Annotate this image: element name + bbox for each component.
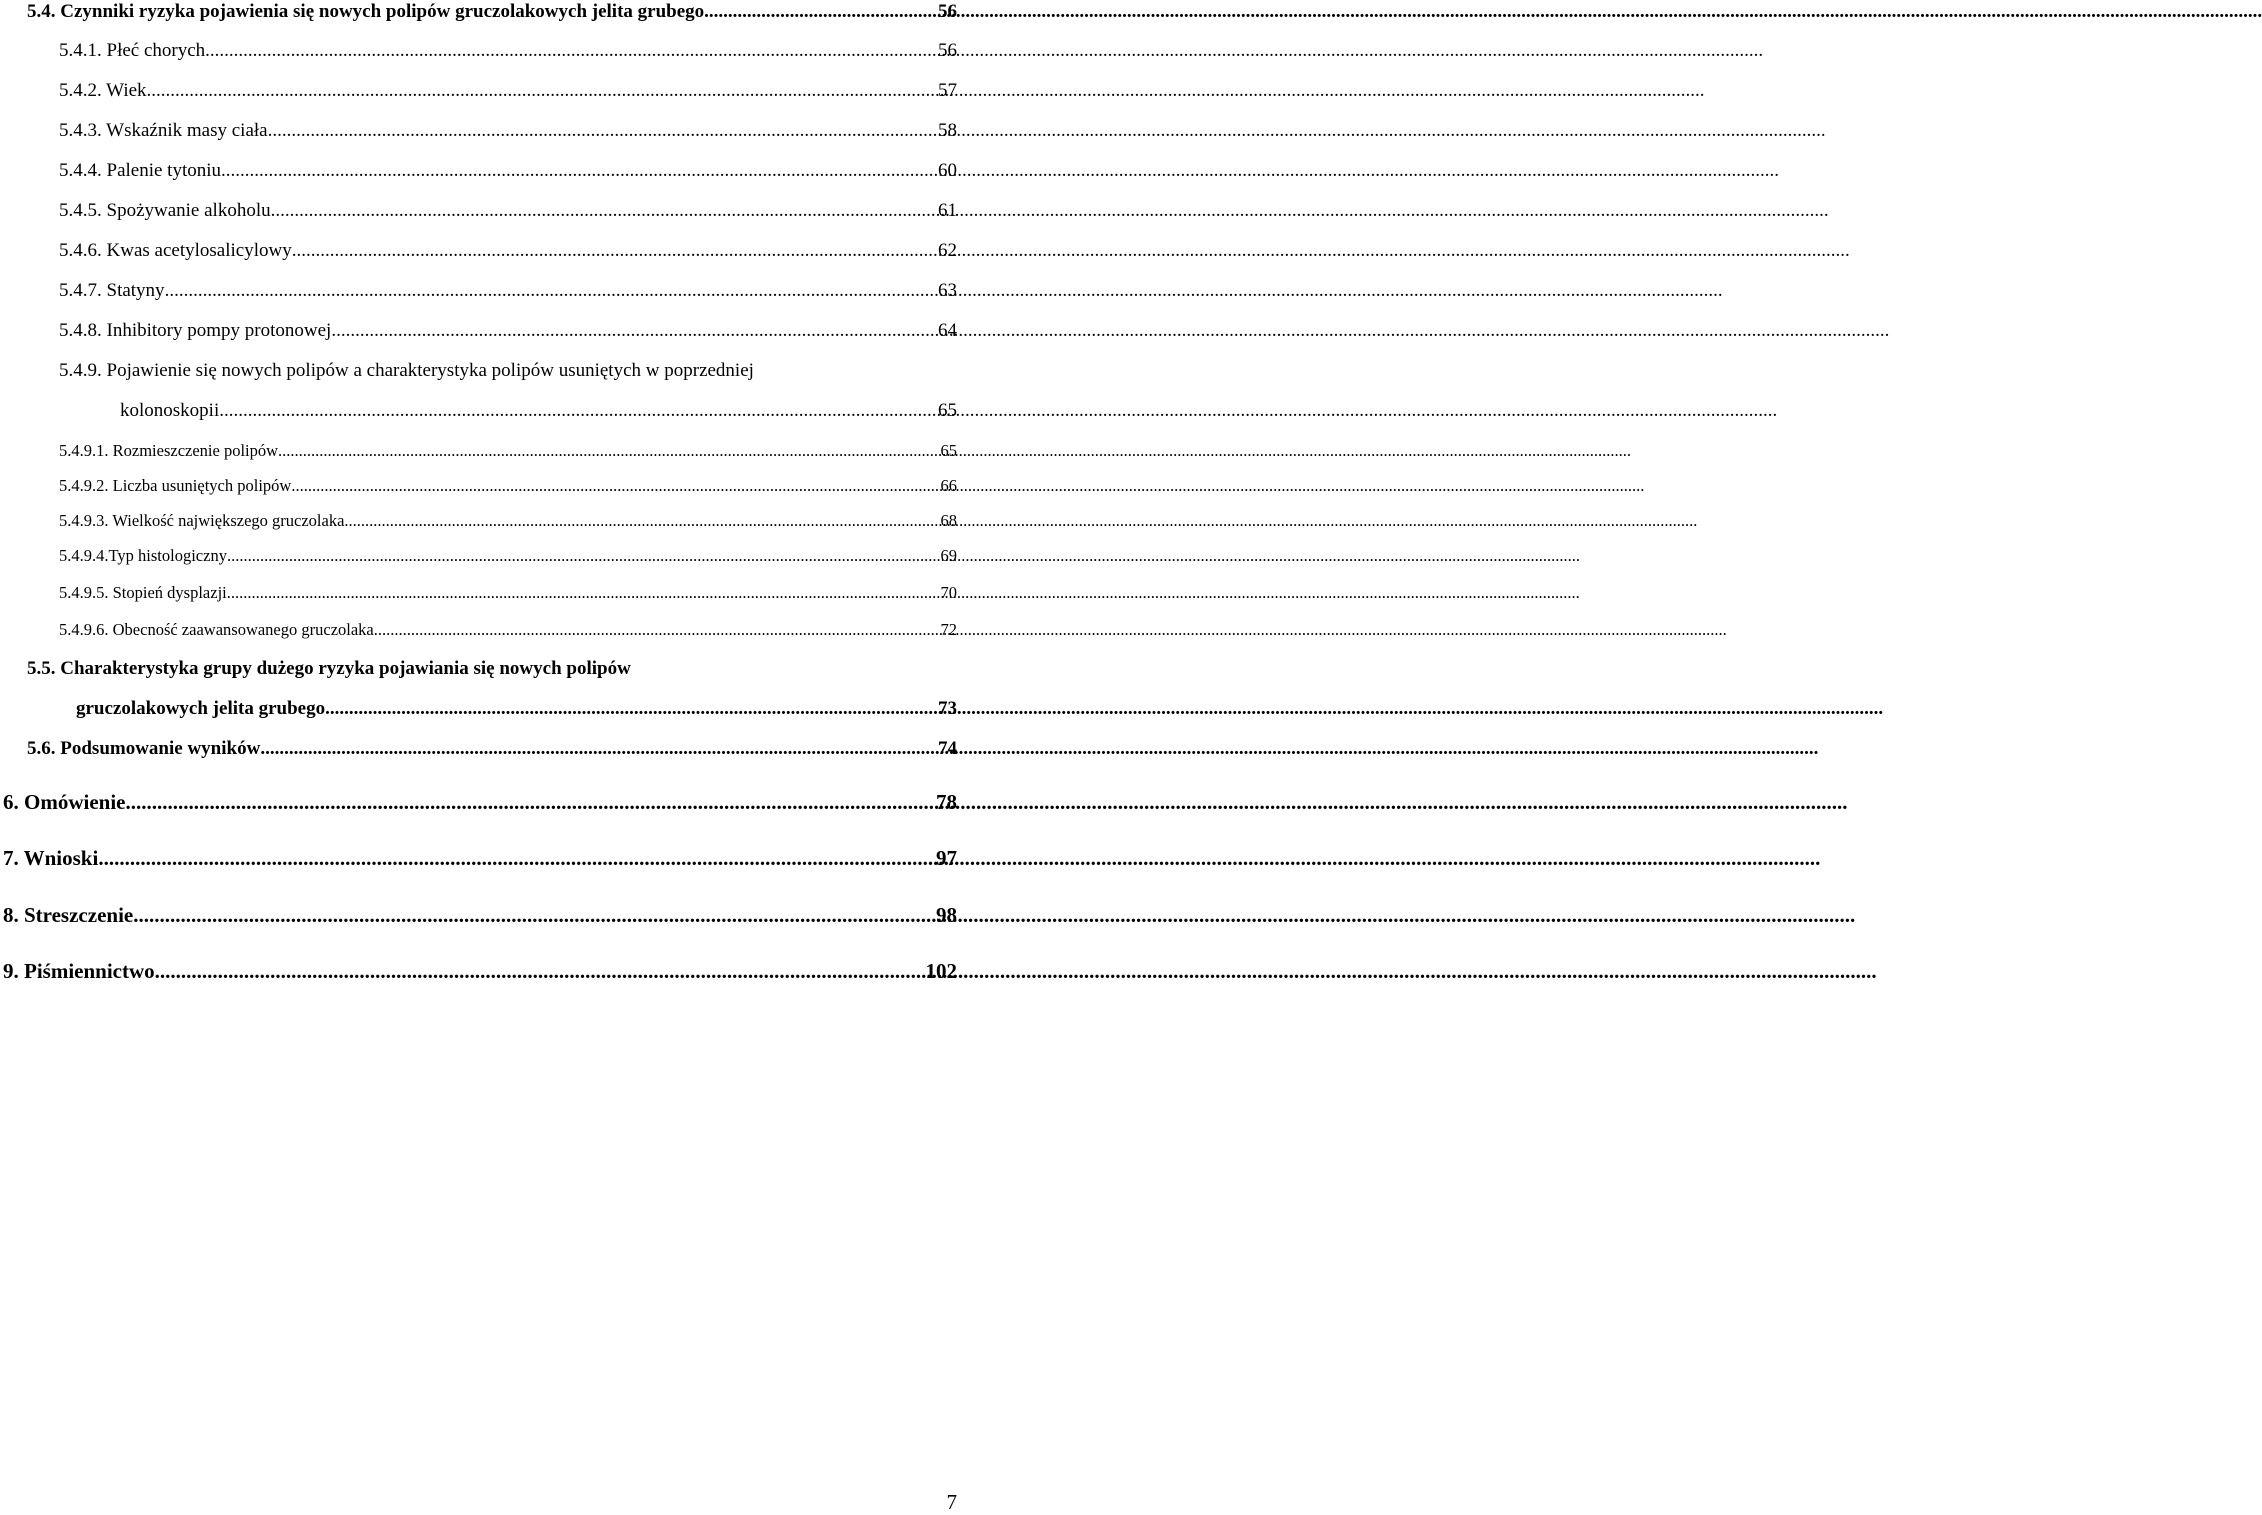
toc-page-number: 62 [938, 240, 957, 261]
toc-entry-label: 5.4.1. Płeć chorych [59, 40, 206, 61]
toc-page-number: 98 [936, 903, 957, 927]
toc-entry-5-4-9-2[interactable] [59, 477, 957, 496]
toc-entry-6[interactable] [3, 790, 957, 814]
dot-leader [704, 1, 937, 23]
dot-leader [125, 790, 935, 814]
toc-page-number: 68 [940, 511, 957, 530]
dot-leader [219, 400, 937, 422]
toc-page-number: 72 [940, 620, 957, 639]
toc-page-number: 61 [938, 200, 957, 221]
dot-leader [98, 846, 935, 870]
toc-entry-5-4-9-line1[interactable]: 5.4.9. Pojawienie się nowych polipów a charakterystyka polipów usuniętych w poprzedniej [59, 360, 754, 381]
toc-page-number: 74 [938, 738, 957, 759]
toc-entry-label: 9. Piśmiennictwo [3, 959, 155, 983]
toc-page-number: 63 [938, 280, 957, 301]
toc-entry-label: 5.4. Czynniki ryzyka pojawienia się nowych polipów gruczolakowych jelita grubego [27, 1, 705, 22]
dot-leader [291, 477, 939, 496]
dot-leader [268, 120, 937, 142]
toc-page-number: 65 [938, 400, 957, 421]
toc-entry-label: 5.4.9.6. Obecność zaawansowanego gruczolaka [59, 620, 374, 639]
toc-page-number: 64 [938, 320, 957, 341]
toc-entry-5-5-line1[interactable]: 5.5. Charakterystyka grupy dużego ryzyka pojawiania się nowych polipów [27, 658, 631, 679]
toc-entry-label: gruczolakowych jelita grubego [76, 698, 326, 719]
toc-page-number: 56 [938, 1, 957, 22]
toc-entry-label: 6. Omówienie [3, 790, 126, 814]
toc-page-number: 70 [940, 583, 957, 602]
toc-page-number: 78 [936, 790, 957, 814]
toc-page-number: 102 [925, 959, 957, 983]
toc-page-number: 57 [938, 80, 957, 101]
toc-page-number: 69 [940, 546, 957, 565]
dot-leader [227, 547, 940, 566]
toc-page-number: 58 [938, 120, 957, 141]
toc-entry-5-5[interactable] [76, 698, 957, 720]
dot-leader [260, 738, 937, 760]
toc-entry-5-4-4[interactable] [59, 160, 957, 182]
toc-entry-9[interactable] [3, 959, 957, 983]
toc-entry-5-4-6[interactable] [59, 240, 957, 262]
toc-entry-label: 7. Wnioski [3, 846, 99, 870]
toc-page-number: 97 [936, 846, 957, 870]
toc-entry-5-4-2[interactable] [59, 80, 957, 102]
toc-entry-5-4-1[interactable] [59, 40, 957, 62]
toc-entry-label: 8. Streszczenie [3, 903, 134, 927]
toc-entry-8[interactable] [3, 903, 957, 927]
toc-entry-label: 5.4.8. Inhibitory pompy protonowej [59, 320, 332, 341]
dot-leader [271, 200, 937, 222]
toc-entry-5-4-9-1[interactable] [59, 442, 957, 461]
toc-entry-5-4-9-3[interactable] [59, 512, 957, 531]
toc-entry-label: 5.4.9.3. Wielkość największego gruczolaka [59, 511, 345, 530]
toc-entry-label: 5.4.2. Wiek [59, 80, 147, 101]
toc-entry-label: 5.6. Podsumowanie wyników [27, 738, 261, 759]
toc-page-number: 65 [940, 441, 957, 460]
toc-entry-label: 5.4.7. Statyny [59, 280, 165, 301]
dot-leader [344, 512, 939, 531]
toc-entry-5-4-9-6[interactable] [59, 621, 957, 640]
toc-entry-5-4-9[interactable] [120, 400, 957, 422]
dot-leader [292, 240, 937, 262]
toc-entry-5-4-9-5[interactable] [59, 584, 957, 603]
dot-leader [133, 903, 935, 927]
toc-entry-label: 5.4.5. Spożywanie alkoholu [59, 200, 271, 221]
toc-entry-5-4[interactable] [27, 1, 957, 23]
toc-entry-label: 5.4.9.1. Rozmieszczenie polipów [59, 441, 279, 460]
dot-leader [155, 959, 925, 983]
page-number: 7 [946, 1490, 957, 1514]
dot-leader [165, 280, 937, 302]
toc-entry-5-4-8[interactable] [59, 320, 957, 342]
table-of-contents [0, 0, 960, 1515]
dot-leader [331, 320, 937, 342]
dot-leader [147, 80, 937, 102]
toc-entry-5-4-7[interactable] [59, 280, 957, 302]
toc-entry-label: kolonoskopii [120, 400, 220, 421]
toc-entry-5-4-9-4[interactable] [59, 547, 957, 566]
dot-leader [205, 40, 937, 62]
toc-entry-5-6[interactable] [27, 738, 957, 760]
toc-entry-label: 5.4.3. Wskaźnik masy ciała [59, 120, 268, 141]
toc-entry-label: 5.4.9.5. Stopień dysplazji [59, 583, 227, 602]
toc-page-number: 56 [938, 40, 957, 61]
dot-leader [325, 698, 937, 720]
dot-leader [221, 160, 937, 182]
toc-entry-label: 5.4.4. Palenie tytoniu [59, 160, 222, 181]
toc-entry-5-4-5[interactable] [59, 200, 957, 222]
toc-page-number: 60 [938, 160, 957, 181]
toc-entry-label: 5.4.6. Kwas acetylosalicylowy [59, 240, 292, 261]
dot-leader [278, 442, 939, 461]
toc-entry-5-4-3[interactable] [59, 120, 957, 142]
dot-leader [374, 621, 940, 640]
toc-page-number: 73 [938, 698, 957, 719]
toc-entry-7[interactable] [3, 846, 957, 870]
dot-leader [227, 584, 940, 603]
toc-page-number: 66 [940, 476, 957, 495]
toc-entry-label: 5.4.9.2. Liczba usuniętych polipów [59, 476, 292, 495]
toc-entry-label: 5.4.9.4.Typ histologiczny [59, 546, 227, 565]
